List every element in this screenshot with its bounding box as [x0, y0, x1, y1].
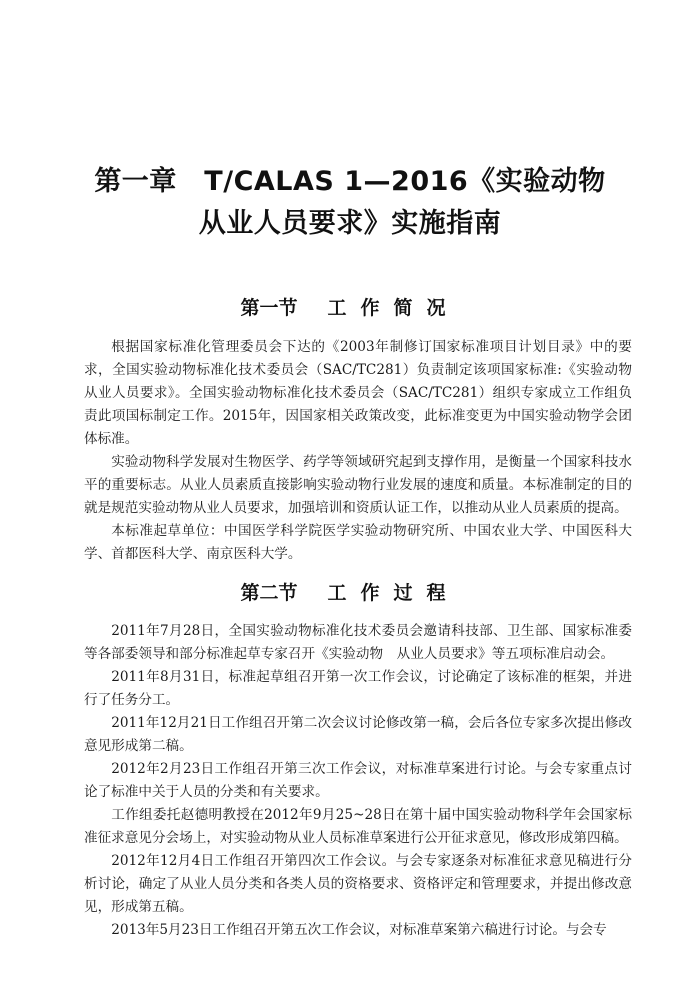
section-1-body [84, 336, 646, 566]
section-number: 第一节 [240, 297, 298, 319]
chapter-title-line-2: 从业人员要求》实施指南 [198, 208, 502, 239]
paragraph: 2011年12月21日工作组召开第二次会议讨论修改第一稿，会后各位专家多次提出修改意见形成第二稿。 [84, 715, 632, 754]
paragraph: 实验动物科学发展对生物医学、药学等领域研究起到支撑作用，是衡量一个国家科技水平的重要标志。从业人员素质直接影响实验动物行业发展的速度和质量。本标准制定的目的就是规范实验动物从业人员要求，加强培训和资质认证工作，以推动从业人员素质的提高。 [84, 454, 632, 516]
paragraph: 2011年7月28日，全国实验动物标准化技术委员会邀请科技部、卫生部、国家标准委等各部委领导和部分标准起草专家召开《实验动物 从业人员要求》等五项标准启动会。 [84, 623, 632, 662]
section-heading-2 [0, 580, 700, 606]
section-heading-1 [0, 295, 700, 321]
section-name: 工作过程 [327, 582, 460, 604]
section-number: 第二节 [240, 582, 298, 604]
chapter-title-line-1: 第一章 T/CALAS 1—2016《实验动物 [94, 166, 606, 197]
paragraph: 2011年8月31日，标准起草组召开第一次工作会议，讨论确定了该标准的框架，并进行了任务分工。 [84, 669, 632, 708]
paragraph: 工作组委托赵德明教授在2012年9月25~28日在第十届中国实验动物科学年会国家标准征求意见分会场上，对实验动物从业人员标准草案进行公开征求意见，修改形成第四稿。 [84, 807, 632, 846]
paragraph: 2012年2月23日工作组召开第三次工作会议，对标准草案进行讨论。与会专家重点讨论了标准中关于人员的分类和有关要求。 [84, 761, 632, 800]
section-2-body [84, 620, 632, 942]
paragraph: 本标准起草单位：中国医学科学院医学实验动物研究所、中国农业大学、中国医科大学、首都医科大学、南京医科大学。 [84, 523, 632, 562]
paragraph: 2013年5月23日工作组召开第五次工作会议，对标准草案第六稿进行讨论。与会专 [111, 922, 607, 938]
paragraph: 2012年12月4日工作组召开第四次工作会议。与会专家逐条对标准征求意见稿进行分析讨论，确定了从业人员分类和各类人员的资格要求、资格评定和管理要求，并提出修改意见，形成第五稿。 [84, 853, 632, 915]
section-name: 工作简况 [327, 297, 460, 319]
paragraph: 根据国家标准化管理委员会下达的《2003年制修订国家标准项目计划目录》中的要求，全国实验动物标准化技术委员会（SAC/TC281）负责制定该项国家标准:《实验动物 从业人员要求》。全国实验动物标准化技术委员会（SAC/TC281）组织专家成立工作组负责此项国标制定工作。2015年，因国家相关政策改变，此标准变更为中国实验动物学会团体标准。 [84, 339, 646, 447]
